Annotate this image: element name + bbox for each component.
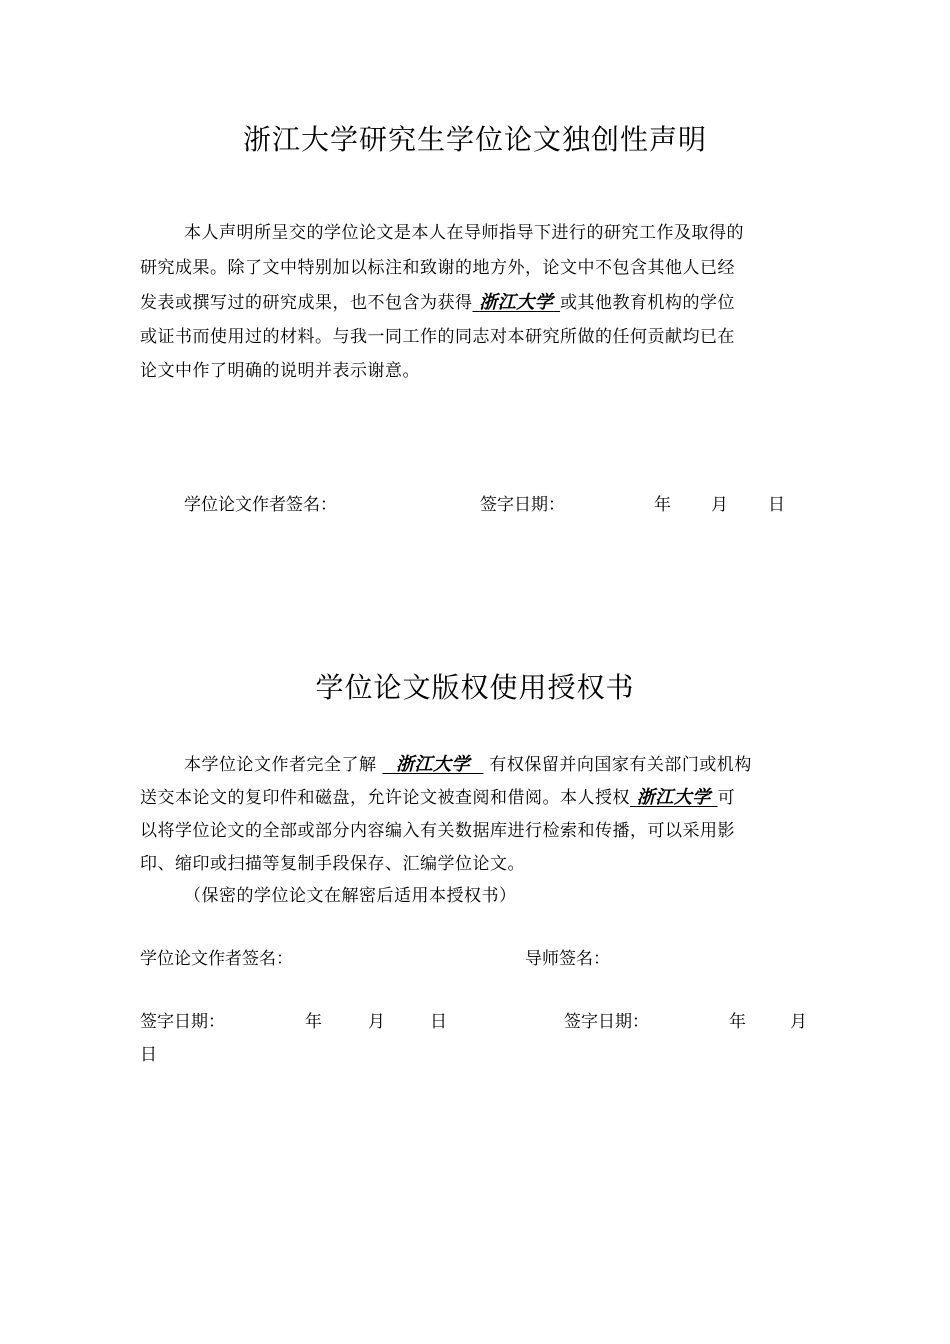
declaration-line-1: 本人声明所呈交的学位论文是本人在导师指导下进行的研究工作及取得的 (184, 223, 744, 243)
advisor-day: 日 (140, 1045, 157, 1065)
advisor-signature-label: 导师签名： (525, 949, 610, 969)
university-name: 浙江大学 (479, 292, 554, 313)
authorization-line-1-tail: 有权保留并向国家有关部门或机构 (489, 755, 752, 775)
authorization-line-2-text: 送交本论文的复印件和磁盘，允许论文被查阅和借阅。本人授权 (140, 788, 630, 808)
authorization-author-date-label: 签字日期： (140, 1012, 225, 1032)
declaration-date-label: 签字日期： (480, 495, 565, 515)
authorization-line-1 (184, 750, 820, 776)
authorization-line-2-tail: 可 (717, 788, 736, 808)
advisor-month: 月 (790, 1012, 807, 1032)
advisor-year: 年 (729, 1012, 746, 1032)
declaration-line-3-tail: 或其他教育机构的学位 (560, 293, 736, 313)
authorization-note: （保密的学位论文在解密后适用本授权书） (184, 886, 517, 906)
authorization-line-1-text: 本学位论文作者完全了解 (184, 755, 377, 775)
authorization-title: 学位论文版权使用授权书 (315, 671, 635, 704)
authorization-author-signature-label: 学位论文作者签名： (140, 949, 293, 969)
authorization-author-year: 年 (305, 1012, 322, 1032)
university-name: 浙江大学 (636, 787, 711, 808)
declaration-day: 日 (768, 495, 785, 515)
declaration-line-3 (140, 288, 820, 314)
authorization-author-month: 月 (368, 1012, 385, 1032)
authorization-line-4: 印、缩印或扫描等复制手段保存、汇编学位论文。 (140, 854, 525, 874)
university-name: 浙江大学 (395, 754, 470, 775)
declaration-title: 浙江大学研究生学位论文独创性声明 (242, 123, 707, 156)
authorization-line-3: 以将学位论文的全部或部分内容编入有关数据库进行检索和传播，可以采用影 (140, 821, 735, 841)
authorization-line-2 (140, 783, 820, 809)
authorization-author-day: 日 (430, 1012, 447, 1032)
declaration-line-5: 论文中作了明确的说明并表示谢意。 (140, 361, 420, 381)
declaration-year: 年 (654, 495, 671, 515)
declaration-author-signature-label: 学位论文作者签名： (184, 495, 337, 515)
declaration-line-3-text: 发表或撰写过的研究成果，也不包含为获得 (140, 293, 473, 313)
declaration-month: 月 (711, 495, 728, 515)
declaration-line-2: 研究成果。除了文中特别加以标注和致谢的地方外，论文中不包含其他人已经 (140, 258, 735, 278)
advisor-date-label: 签字日期： (564, 1012, 649, 1032)
declaration-line-4: 或证书而使用过的材料。与我一同工作的同志对本研究所做的任何贡献均已在 (140, 327, 735, 347)
